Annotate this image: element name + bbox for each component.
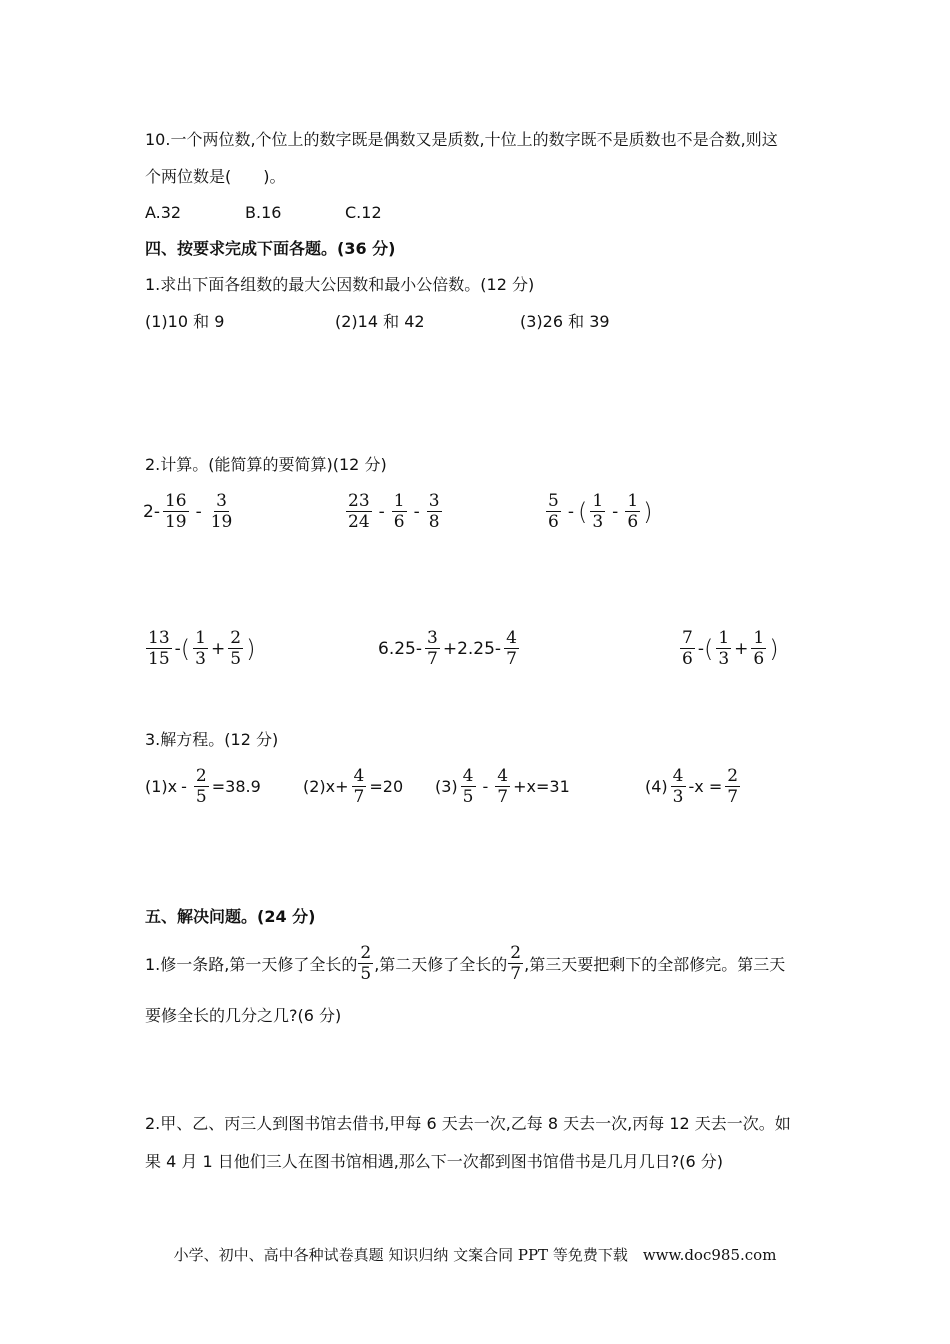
denominator: 5	[230, 649, 242, 669]
fraction	[352, 766, 367, 807]
numerator: 2	[360, 943, 372, 963]
operator: -	[482, 777, 489, 796]
numerator: 1	[718, 628, 730, 648]
q10-line2: 个两位数是( )。	[145, 167, 286, 186]
numerator: 2	[727, 766, 739, 786]
text-run: 1.修一条路,第一天修了全长的	[145, 955, 358, 974]
operator: -	[567, 501, 574, 522]
denominator: 15	[148, 649, 170, 669]
numerator: 4	[506, 628, 517, 648]
denominator: 24	[348, 512, 370, 532]
fraction	[346, 491, 372, 532]
equation-term: (1)x	[145, 777, 178, 796]
operator: -	[195, 501, 202, 522]
numerator: 16	[164, 491, 187, 511]
q10-option-b: B.16	[245, 203, 282, 222]
denominator: 7	[427, 649, 438, 669]
equation-term: =38.9	[211, 777, 261, 796]
fraction	[209, 491, 235, 532]
numerator: 7	[682, 628, 693, 648]
section5-title: 五、解决问题。(24 分)	[145, 907, 316, 926]
numerator: 4	[353, 766, 365, 786]
left-paren: (	[577, 497, 588, 526]
numerator: 4	[497, 766, 509, 786]
operator: +	[734, 638, 749, 659]
denominator: 5	[462, 787, 474, 807]
denominator: 7	[510, 964, 522, 984]
fraction	[590, 491, 605, 532]
numerator: 5	[548, 491, 559, 511]
denominator: 7	[353, 787, 365, 807]
fraction	[495, 766, 510, 807]
s4-q1-item-1: (1)10 和 9	[145, 312, 225, 331]
denominator: 3	[672, 787, 684, 807]
equation-term: -x =	[688, 777, 723, 796]
fraction	[504, 628, 519, 669]
numerator: 2	[510, 943, 522, 963]
q10-option-c: C.12	[345, 203, 382, 222]
fraction	[751, 628, 766, 669]
operator: -	[697, 638, 704, 659]
operator: +	[335, 777, 349, 796]
calc-term: 2-	[143, 501, 160, 522]
calc-expression-5	[378, 628, 522, 669]
calc-term: 6.25-	[378, 638, 422, 659]
denominator: 6	[393, 512, 405, 532]
denominator: 3	[718, 649, 730, 669]
s4-q1-item-2: (2)14 和 42	[335, 312, 425, 331]
numerator: 2	[230, 628, 242, 648]
numerator: 1	[627, 491, 639, 511]
equation-4	[645, 766, 743, 807]
numerator: 23	[348, 491, 370, 511]
equation-term: (3)	[435, 777, 458, 796]
text-run: ,第三天要把剩下的全部修完。第三天	[524, 955, 786, 974]
s5-q1-line2: 要修全长的几分之几?(6 分)	[145, 1006, 342, 1025]
fraction	[194, 766, 209, 807]
fraction	[461, 766, 476, 807]
left-paren: (	[180, 634, 191, 663]
operator: -	[378, 501, 385, 522]
denominator: 19	[164, 512, 187, 532]
s5-q1-line1	[145, 943, 785, 984]
fraction	[193, 628, 208, 669]
numerator: 1	[753, 628, 765, 648]
fraction	[725, 766, 740, 807]
operator: -	[612, 501, 619, 522]
fraction	[358, 943, 373, 984]
denominator: 19	[210, 512, 233, 532]
equation-term: +x=31	[513, 777, 570, 796]
equation-3	[435, 766, 570, 807]
fraction	[392, 491, 407, 532]
s5-q2-line1: 2.甲、乙、丙三人到图书馆去借书,甲每 6 天去一次,乙每 8 天去一次,丙每 12 天去一次。如	[145, 1114, 791, 1133]
operator: -	[181, 777, 187, 796]
numerator: 3	[427, 628, 438, 648]
s5-q2-line2: 果 4 月 1 日他们三人在图书馆相遇,那么下一次都到图书馆借书是几月几日?(6 分)	[145, 1152, 724, 1171]
fraction	[680, 628, 695, 669]
section4-title: 四、按要求完成下面各题。(36 分)	[145, 239, 396, 258]
numerator: 1	[592, 491, 604, 511]
numerator: 1	[393, 491, 405, 511]
operator: -	[174, 638, 181, 659]
fraction	[228, 628, 243, 669]
calc-expression-2	[343, 491, 445, 532]
fraction	[671, 766, 686, 807]
s4-q2-title: 2.计算。(能简算的要简算)(12 分)	[145, 455, 387, 474]
calc-term: +2.25-	[442, 638, 502, 659]
denominator: 5	[195, 787, 207, 807]
denominator: 7	[727, 787, 739, 807]
numerator: 4	[672, 766, 684, 786]
denominator: 8	[428, 512, 440, 532]
s4-q3-title: 3.解方程。(12 分)	[145, 730, 279, 749]
fraction	[163, 491, 189, 532]
operator: +	[210, 638, 226, 659]
operator: -	[413, 501, 420, 522]
fraction	[625, 491, 640, 532]
equation-1	[145, 766, 261, 807]
text-run: ,第二天修了全长的	[374, 955, 508, 974]
denominator: 6	[627, 512, 639, 532]
equation-term: (2)x	[303, 777, 336, 796]
denominator: 5	[360, 964, 372, 984]
equation-2	[303, 766, 403, 807]
denominator: 7	[497, 787, 509, 807]
calc-expression-3	[543, 491, 653, 532]
fraction	[146, 628, 172, 669]
fraction	[425, 628, 440, 669]
fraction	[427, 491, 442, 532]
denominator: 3	[592, 512, 604, 532]
numerator: 1	[195, 628, 206, 648]
footer-watermark: 小学、初中、高中各种试卷真题 知识归纳 文案合同 PPT 等免费下载 www.doc985.com	[173, 1246, 777, 1264]
right-paren: )	[643, 497, 653, 526]
fraction	[546, 491, 561, 532]
fraction	[716, 628, 731, 669]
numerator: 4	[462, 766, 474, 786]
right-paren: )	[769, 634, 779, 663]
equation-term: (4)	[645, 777, 668, 796]
calc-expression-1	[143, 491, 237, 532]
equation-term: =20	[369, 777, 404, 796]
s4-q1-title: 1.求出下面各组数的最大公因数和最小公倍数。(12 分)	[145, 275, 535, 294]
numerator: 3	[428, 491, 440, 511]
denominator: 3	[195, 649, 206, 669]
numerator: 3	[216, 491, 227, 511]
denominator: 7	[506, 649, 517, 669]
s4-q1-item-3: (3)26 和 39	[520, 312, 610, 331]
right-paren: )	[246, 634, 256, 663]
q10-line1: 10.一个两位数,个位上的数字既是偶数又是质数,十位上的数字既不是质数也不是合数,则这	[145, 130, 778, 149]
left-paren: (	[703, 634, 714, 663]
calc-expression-6	[677, 628, 779, 669]
numerator: 13	[148, 628, 170, 648]
numerator: 2	[195, 766, 207, 786]
fraction	[508, 943, 523, 984]
q10-option-a: A.32	[145, 203, 182, 222]
denominator: 6	[682, 649, 693, 669]
calc-expression-4	[143, 628, 255, 669]
denominator: 6	[548, 512, 559, 532]
denominator: 6	[753, 649, 765, 669]
